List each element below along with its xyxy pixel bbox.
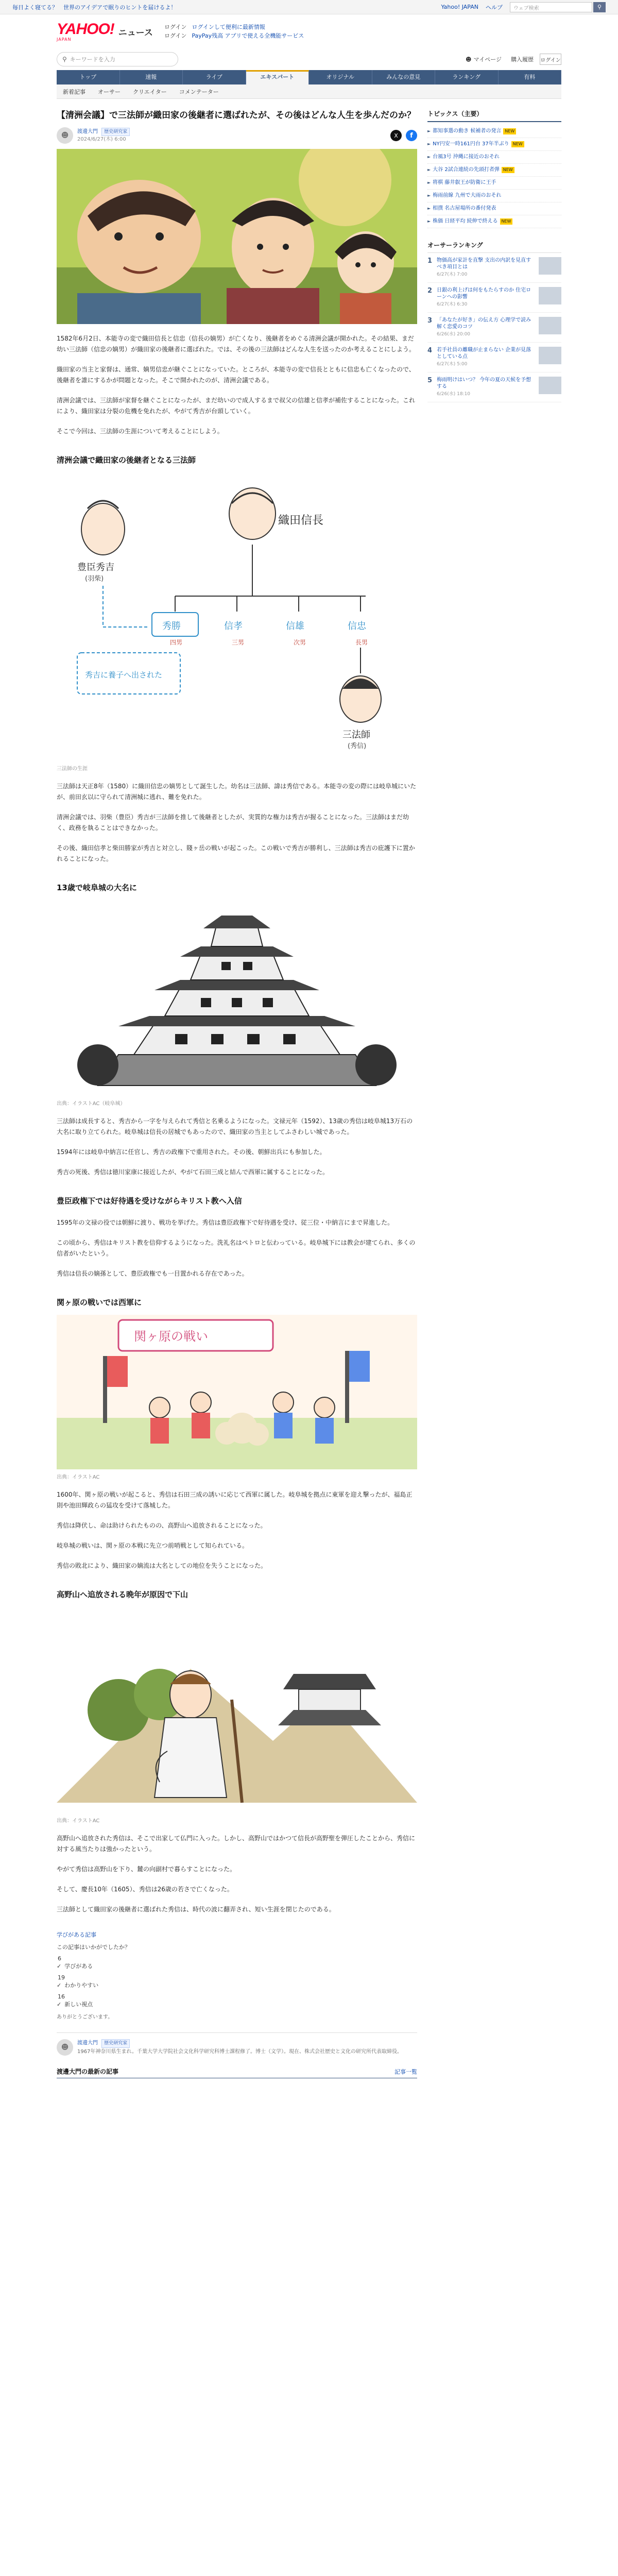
topics-link[interactable]: 将棋 藤井叡王が防衛に王手 xyxy=(433,180,496,185)
rank-text xyxy=(437,257,536,278)
monk-illustration xyxy=(57,1607,417,1813)
thumbs-up-icon: ✓ xyxy=(57,1981,62,1989)
tree-sub-4th: 四男 xyxy=(170,639,183,646)
yahoo-logo[interactable] xyxy=(57,22,114,42)
bullet-icon: ► xyxy=(427,193,431,198)
figure-caption: 三法師の生涯 xyxy=(57,766,88,772)
nav-item-paid[interactable]: 有料 xyxy=(499,70,562,84)
article-paragraph: 三法師として織田家の後継者に選ばれた秀信は、時代の波に翻弄され、短い生涯を閉じたのである。 xyxy=(57,1906,335,1913)
header-promo-link[interactable]: ログインして便利に最新情報 xyxy=(192,24,265,30)
author-name-link[interactable]: 渡邊大門 xyxy=(77,2040,98,2046)
feedback-option[interactable] xyxy=(57,1993,417,2008)
nav-item-breaking[interactable]: 速報 xyxy=(120,70,183,84)
thumbs-up-icon: ✓ xyxy=(57,2001,62,2008)
top-link-help[interactable]: ヘルプ xyxy=(486,4,503,11)
feedback-label xyxy=(57,1962,417,1970)
figure-caption: 出典：イラストAC（岐阜城） xyxy=(57,1101,126,1107)
rank-number: 1 xyxy=(427,257,433,265)
rank-title[interactable]: 日銀の利上げは何をもたらすのか 住宅ローンへの影響 xyxy=(437,287,531,300)
top-strip xyxy=(0,0,618,14)
header-promo-tag: ログイン xyxy=(164,24,187,30)
author-avatar[interactable]: ☻ xyxy=(57,127,73,144)
article-paragraph: 1595年の文禄の役では朝鮮に渡り、戦功を挙げた。秀信は豊臣政権下で好待遇を受け、従三位・中納言にまで昇進した。 xyxy=(57,1219,394,1226)
rank-thumbnail[interactable] xyxy=(539,377,561,394)
nav-item-ranking[interactable]: ランキング xyxy=(435,70,499,84)
ranking-item[interactable] xyxy=(427,343,561,372)
header-promo-row xyxy=(164,31,304,40)
header-promo-row xyxy=(164,23,304,31)
feedback-label-text: 新しい視点 xyxy=(64,2001,93,2008)
tree-label-hideyoshi-sub: (羽柴) xyxy=(85,575,104,583)
bullet-icon: ► xyxy=(427,155,431,159)
topics-item[interactable] xyxy=(427,125,561,138)
rank-title[interactable]: 物価高が家計を直撃 支出の内訳を見直すべき項目とは xyxy=(437,258,531,270)
author-badge: 歴史研究家 xyxy=(101,2039,130,2048)
feedback-count: 6 xyxy=(58,1955,61,1962)
castle-figure xyxy=(57,900,417,1096)
article-paragraph: その後、織田信孝と柴田勝家が秀吉と対立し、賤ヶ岳の戦いが起こった。この戦いで秀吉が勝利し、三法師は秀吉の庇護下に置かれることになった。 xyxy=(57,844,415,862)
subnav-item-author[interactable]: オーサー xyxy=(98,88,121,95)
header xyxy=(0,14,618,48)
rank-meta: 6/27(木) 5:00 xyxy=(437,362,468,367)
header-promo-link[interactable]: PayPay残高 アプリで使える全機能サービス xyxy=(192,32,304,39)
author-description: 1967年神奈川県生まれ。千葉大学大学院社会文化科学研究科博士課程修了。博士（文学）。現在、株式会社歴史と文化の研究所代表取締役。 xyxy=(77,2049,403,2055)
feedback-label xyxy=(57,2000,417,2008)
feedback-option[interactable] xyxy=(57,1974,417,1989)
nav-item-live[interactable]: ライブ xyxy=(183,70,246,84)
subnav-item-commentator[interactable]: コメンテーター xyxy=(179,88,219,95)
byline-text xyxy=(77,128,130,143)
topics-item[interactable] xyxy=(427,202,561,215)
section-heading: 高野山へ追放される晩年が原因で下山 xyxy=(57,1590,188,1599)
share-x-icon[interactable]: X xyxy=(390,130,402,141)
rank-number: 2 xyxy=(427,287,433,295)
rank-number: 4 xyxy=(427,347,433,354)
mypage-label: マイページ xyxy=(473,56,502,63)
topics-item[interactable] xyxy=(427,215,561,228)
feedback-option[interactable] xyxy=(57,1955,417,1970)
article-paragraph: 1600年、関ヶ原の戦いが起こると、秀信は石田三成の誘いに応じて西軍に属した。岐阜城を拠点に東軍を迎え撃ったが、福島正則や池田輝政らの猛攻を受けて落城した。 xyxy=(57,1491,413,1509)
bullet-icon: ► xyxy=(427,219,431,224)
feedback-label-text: 学びがある xyxy=(64,1963,93,1970)
battle-figure xyxy=(57,1315,417,1469)
tree-sub-2nd: 次男 xyxy=(294,639,306,646)
rank-text xyxy=(437,347,536,368)
news-search-input[interactable] xyxy=(57,52,178,66)
figure-caption: 出典：イラストAC xyxy=(57,1475,100,1480)
logo-text: YAHOO! xyxy=(57,20,114,38)
bullet-icon: ► xyxy=(427,206,431,211)
rank-text xyxy=(437,377,536,398)
search-row xyxy=(0,48,618,70)
tree-sub-3rd: 三男 xyxy=(232,639,245,646)
rank-thumbnail[interactable] xyxy=(539,257,561,275)
section-heading: 豊臣政権下では好待遇を受けながらキリスト教へ入信 xyxy=(57,1196,242,1206)
rank-thumbnail[interactable] xyxy=(539,317,561,334)
tree-label-child-sub: (秀信) xyxy=(348,742,367,750)
topics-list xyxy=(427,125,561,228)
tree-box-nobutaka: 信孝 xyxy=(224,621,243,632)
topics-link[interactable]: 梅雨前線 九州で大雨のおそれ xyxy=(433,193,502,198)
topics-link[interactable]: 大谷 2試合連続の先頭打者弾 xyxy=(433,167,500,173)
family-tree-diagram xyxy=(57,472,417,761)
tree-box-hidekatsu: 秀勝 xyxy=(162,621,181,632)
topics-link[interactable]: 株価 日経平均 続伸で終える xyxy=(433,218,498,224)
article-paragraph: 秀吉の死後、秀信は徳川家康に接近したが、やがて石田三成と結んで西軍に属することになった。 xyxy=(57,1168,329,1176)
author-box-text xyxy=(77,2039,402,2056)
tree-box-nobutada: 信忠 xyxy=(348,621,366,632)
tree-sub-1st: 長男 xyxy=(355,639,368,646)
author-name-link[interactable]: 渡邊大門 xyxy=(77,129,98,134)
article-paragraph: 秀信は降伏し、命は助けられたものの、高野山へ追放されることになった。 xyxy=(57,1522,267,1529)
figure-caption: 出典：イラストAC xyxy=(57,1818,100,1824)
rank-text xyxy=(437,317,536,338)
family-tree-figure xyxy=(57,472,417,761)
thumbs-up-icon: ✓ xyxy=(57,1962,62,1970)
nav-item-opinion[interactable]: みんなの意見 xyxy=(372,70,436,84)
feedback-link[interactable]: 学びがある記事 xyxy=(57,1931,96,1938)
search-placeholder: キーワードを入力 xyxy=(70,56,115,63)
feedback-label-text: わかりやすい xyxy=(64,1982,99,1989)
rank-number: 3 xyxy=(427,317,433,325)
hero-illustration xyxy=(57,149,417,324)
subnav-item-creator[interactable]: クリエイター xyxy=(133,88,167,95)
article-paragraph: 秀信は信長の嫡孫として、豊臣政権でも一目置かれる存在であった。 xyxy=(57,1270,248,1277)
topics-item[interactable] xyxy=(427,151,561,164)
tree-box-nobukatsu: 信雄 xyxy=(286,621,304,632)
new-badge: NEW xyxy=(500,218,513,225)
author-badge: 歴史研究家 xyxy=(101,128,130,136)
article xyxy=(57,106,417,2078)
rank-title[interactable]: 若手社員の離職が止まらない 企業が見落としている点 xyxy=(437,347,531,360)
tree-label-nobunaga: 織田信長 xyxy=(278,514,324,527)
rank-text xyxy=(437,287,536,308)
article-paragraph: そこで今回は、三法師の生涯について考えることにしよう。 xyxy=(57,428,224,435)
topics-link[interactable]: 台風3号 沖縄に接近のおそれ xyxy=(433,154,500,160)
byline xyxy=(57,127,417,144)
rank-meta: 6/26(水) 18:10 xyxy=(437,392,471,397)
content-layout xyxy=(0,99,618,2078)
nav-item-original[interactable]: オリジナル xyxy=(309,70,372,84)
bullet-icon: ► xyxy=(427,167,431,172)
topics-item[interactable] xyxy=(427,177,561,190)
article-paragraph: そして、慶長10年（1605）、秀信は26歳の若さで亡くなった。 xyxy=(57,1886,233,1893)
feedback-count: 19 xyxy=(58,1974,65,1981)
section-heading: 13歳で岐阜城の大名に xyxy=(57,883,137,892)
section-heading: 関ヶ原の戦いでは西軍に xyxy=(57,1298,142,1307)
feedback-count: 16 xyxy=(58,1993,65,2000)
bullet-icon: ► xyxy=(427,180,431,185)
more-articles-link[interactable]: 記事一覧 xyxy=(394,2068,417,2075)
more-articles-bar xyxy=(57,2067,417,2078)
topics-link[interactable]: 都知事選の動き 候補者の発言 xyxy=(433,128,502,134)
top-link-yahoo[interactable]: Yahoo! JAPAN xyxy=(441,4,478,10)
rank-meta: 6/27(木) 6:30 xyxy=(437,302,468,307)
topics-item[interactable] xyxy=(427,138,561,151)
tree-note: 秀吉に養子へ出された xyxy=(85,670,163,680)
article-paragraph: 秀信の敗北により、織田家の嫡流は大名としての地位を失うことになった。 xyxy=(57,1562,267,1569)
header-promo-tag: ログイン xyxy=(164,32,187,39)
monk-figure xyxy=(57,1607,417,1813)
topics-link[interactable]: NY円安一時161円台 37年半ぶり xyxy=(433,141,509,147)
article-date: 2024/6/27(木) 6:00 xyxy=(77,137,126,142)
subnav-item-new[interactable]: 新着記事 xyxy=(63,88,85,95)
ranking-item[interactable] xyxy=(427,283,561,313)
author-avatar[interactable]: ☻ xyxy=(57,2039,73,2056)
hero-figure xyxy=(57,149,417,324)
rank-meta: 6/26(水) 20:00 xyxy=(437,332,471,337)
ranking-item[interactable] xyxy=(427,253,561,283)
main-nav xyxy=(57,70,561,84)
rank-title[interactable]: 梅雨明けはいつ？ 今年の夏の天候を予想する xyxy=(437,377,531,389)
article-paragraph: 1594年には岐阜中納言に任官し、秀吉の政権下で重用された。その後、朝鮮出兵にも参加した。 xyxy=(57,1148,326,1156)
mypage-link[interactable] xyxy=(466,55,502,63)
section-heading: 清洲会議で織田家の後継者となる三法師 xyxy=(57,455,196,465)
tree-label-child: 三法師 xyxy=(342,730,370,740)
topics-link[interactable]: 相撲 名古屋場所の番付発表 xyxy=(433,206,496,211)
more-articles-heading: 渡邊大門の最新の記事 xyxy=(57,2068,119,2075)
article-paragraph: 織田家の当主と家督は、通常、嫡男信忠が継ぐことになっていた。ところが、本能寺の変で信長とともに信忠も亡くなったので、後継者を誰にするかが問題となった。そこで開かれたのが、清洲会議である。 xyxy=(57,366,415,384)
rank-meta: 6/27(木) 7:00 xyxy=(437,272,468,277)
feedback-note: ありがとうございます。 xyxy=(57,2014,113,2020)
header-promos xyxy=(164,23,304,40)
topics-item[interactable] xyxy=(427,164,561,177)
article-paragraph: 1582年6月2日、本能寺の変で織田信長と信忠（信長の嫡男）が亡くなり、後継者をめぐる清洲会議が開かれた。その結果、まだ幼い三法師（信忠の嫡男）が織田家の後継者に選ばれた。では、その後の三法師はどんな人生を送ったのか考えることにしよう。 xyxy=(57,335,416,353)
person-icon: ☻ xyxy=(465,56,472,63)
new-badge: NEW xyxy=(503,128,516,134)
nav-item-top[interactable]: トップ xyxy=(57,70,120,84)
ranking-heading: オーサーランキング xyxy=(427,238,561,253)
share-facebook-icon[interactable]: f xyxy=(406,130,417,141)
sub-nav xyxy=(57,84,561,99)
new-badge: NEW xyxy=(511,141,524,147)
article-paragraph: 清洲会議では、羽柴（豊臣）秀吉が三法師を推して後継者としたが、実質的な権力は秀吉が握ることになった。三法師はまだ幼く、政務を執ることはできなかった。 xyxy=(57,814,409,832)
rank-number: 5 xyxy=(427,377,433,384)
sidebar xyxy=(427,106,561,2078)
login-button[interactable]: ログイン xyxy=(540,54,561,65)
top-promo-link[interactable]: 毎日よく寝てる？ 世界のアイデアで眠りのヒントを届けるよ！ xyxy=(12,4,177,11)
article-paragraph: 高野山へ追放された秀信は、そこで出家して仏門に入った。しかし、高野山ではかつて信長が高野聖を弾圧したことから、秀信に対する風当たりは強かったという。 xyxy=(57,1835,416,1853)
top-search-icon[interactable]: ⚲ xyxy=(593,2,606,12)
top-search-input[interactable]: ウェブ検索 xyxy=(510,2,592,12)
article-paragraph: 三法師は天正8年（1580）に織田信忠の嫡男として誕生した。幼名は三法師、諱は秀信である。本能寺の変の際には岐阜城にいたが、前田玄以に守られて清洲城に逃れ、難を免れた。 xyxy=(57,783,417,801)
nav-item-expert[interactable]: エキスパート xyxy=(246,70,310,84)
topics-heading: トピックス（主要） xyxy=(427,106,561,122)
rank-thumbnail[interactable] xyxy=(539,287,561,304)
bullet-icon: ► xyxy=(427,129,431,133)
castle-illustration xyxy=(57,900,417,1096)
feedback-label xyxy=(57,1981,417,1989)
history-link[interactable]: 購入履歴 xyxy=(511,56,534,63)
tree-label-hideyoshi: 豊臣秀吉 xyxy=(77,562,114,573)
battle-banner-text: 関ヶ原の戦い xyxy=(134,1329,208,1344)
rank-thumbnail[interactable] xyxy=(539,347,561,364)
article-title: 【清洲会議】で三法師が織田家の後継者に選ばれたが、その後はどんな人生を歩んだのか？ xyxy=(57,110,416,121)
article-paragraph: この頃から、秀信はキリスト教を信仰するようになった。洗礼名はペトロと伝わっている。岐阜城下には教会が建てられ、多くの信者がいたという。 xyxy=(57,1239,416,1257)
author-box xyxy=(57,2032,417,2056)
site-name[interactable]: ニュース xyxy=(118,27,153,38)
ranking-item[interactable] xyxy=(427,372,561,402)
topics-item[interactable] xyxy=(427,190,561,202)
feedback-question: この記事はいかがでしたか？ xyxy=(57,1944,130,1951)
battle-illustration xyxy=(57,1315,417,1469)
logo-sub: JAPAN xyxy=(57,37,72,42)
rank-title[interactable]: 「あなたが好き」の伝え方 心理学で読み解く恋愛のコツ xyxy=(437,317,531,330)
article-paragraph: 清洲会議では、三法師が家督を継ぐことになったが、まだ幼いので成人するまで叔父の信雄と信孝が補佐することになった。これにより、織田家は分裂の危機を免れたが、やがて秀吉が台頭していく。 xyxy=(57,397,416,415)
article-paragraph: 岐阜城の戦いは、関ヶ原の本戦に先立つ前哨戦として知られている。 xyxy=(57,1542,249,1549)
article-paragraph: 三法師は成長すると、秀吉から一字を与えられて秀信と名乗るようになった。文禄元年（1592）、13歳の秀信は岐阜城13万石の大名に取り立てられた。岐阜城は信長の居城でもあったので、織田家の当主としてふさわしい城であった。 xyxy=(57,1117,413,1136)
new-badge: NEW xyxy=(502,167,514,173)
bullet-icon: ► xyxy=(427,142,431,146)
ranking-item[interactable] xyxy=(427,313,561,343)
search-icon: ⚲ xyxy=(62,56,67,63)
article-paragraph: やがて秀信は高野山を下り、麓の向副村で暮らすことになった。 xyxy=(57,1866,236,1873)
